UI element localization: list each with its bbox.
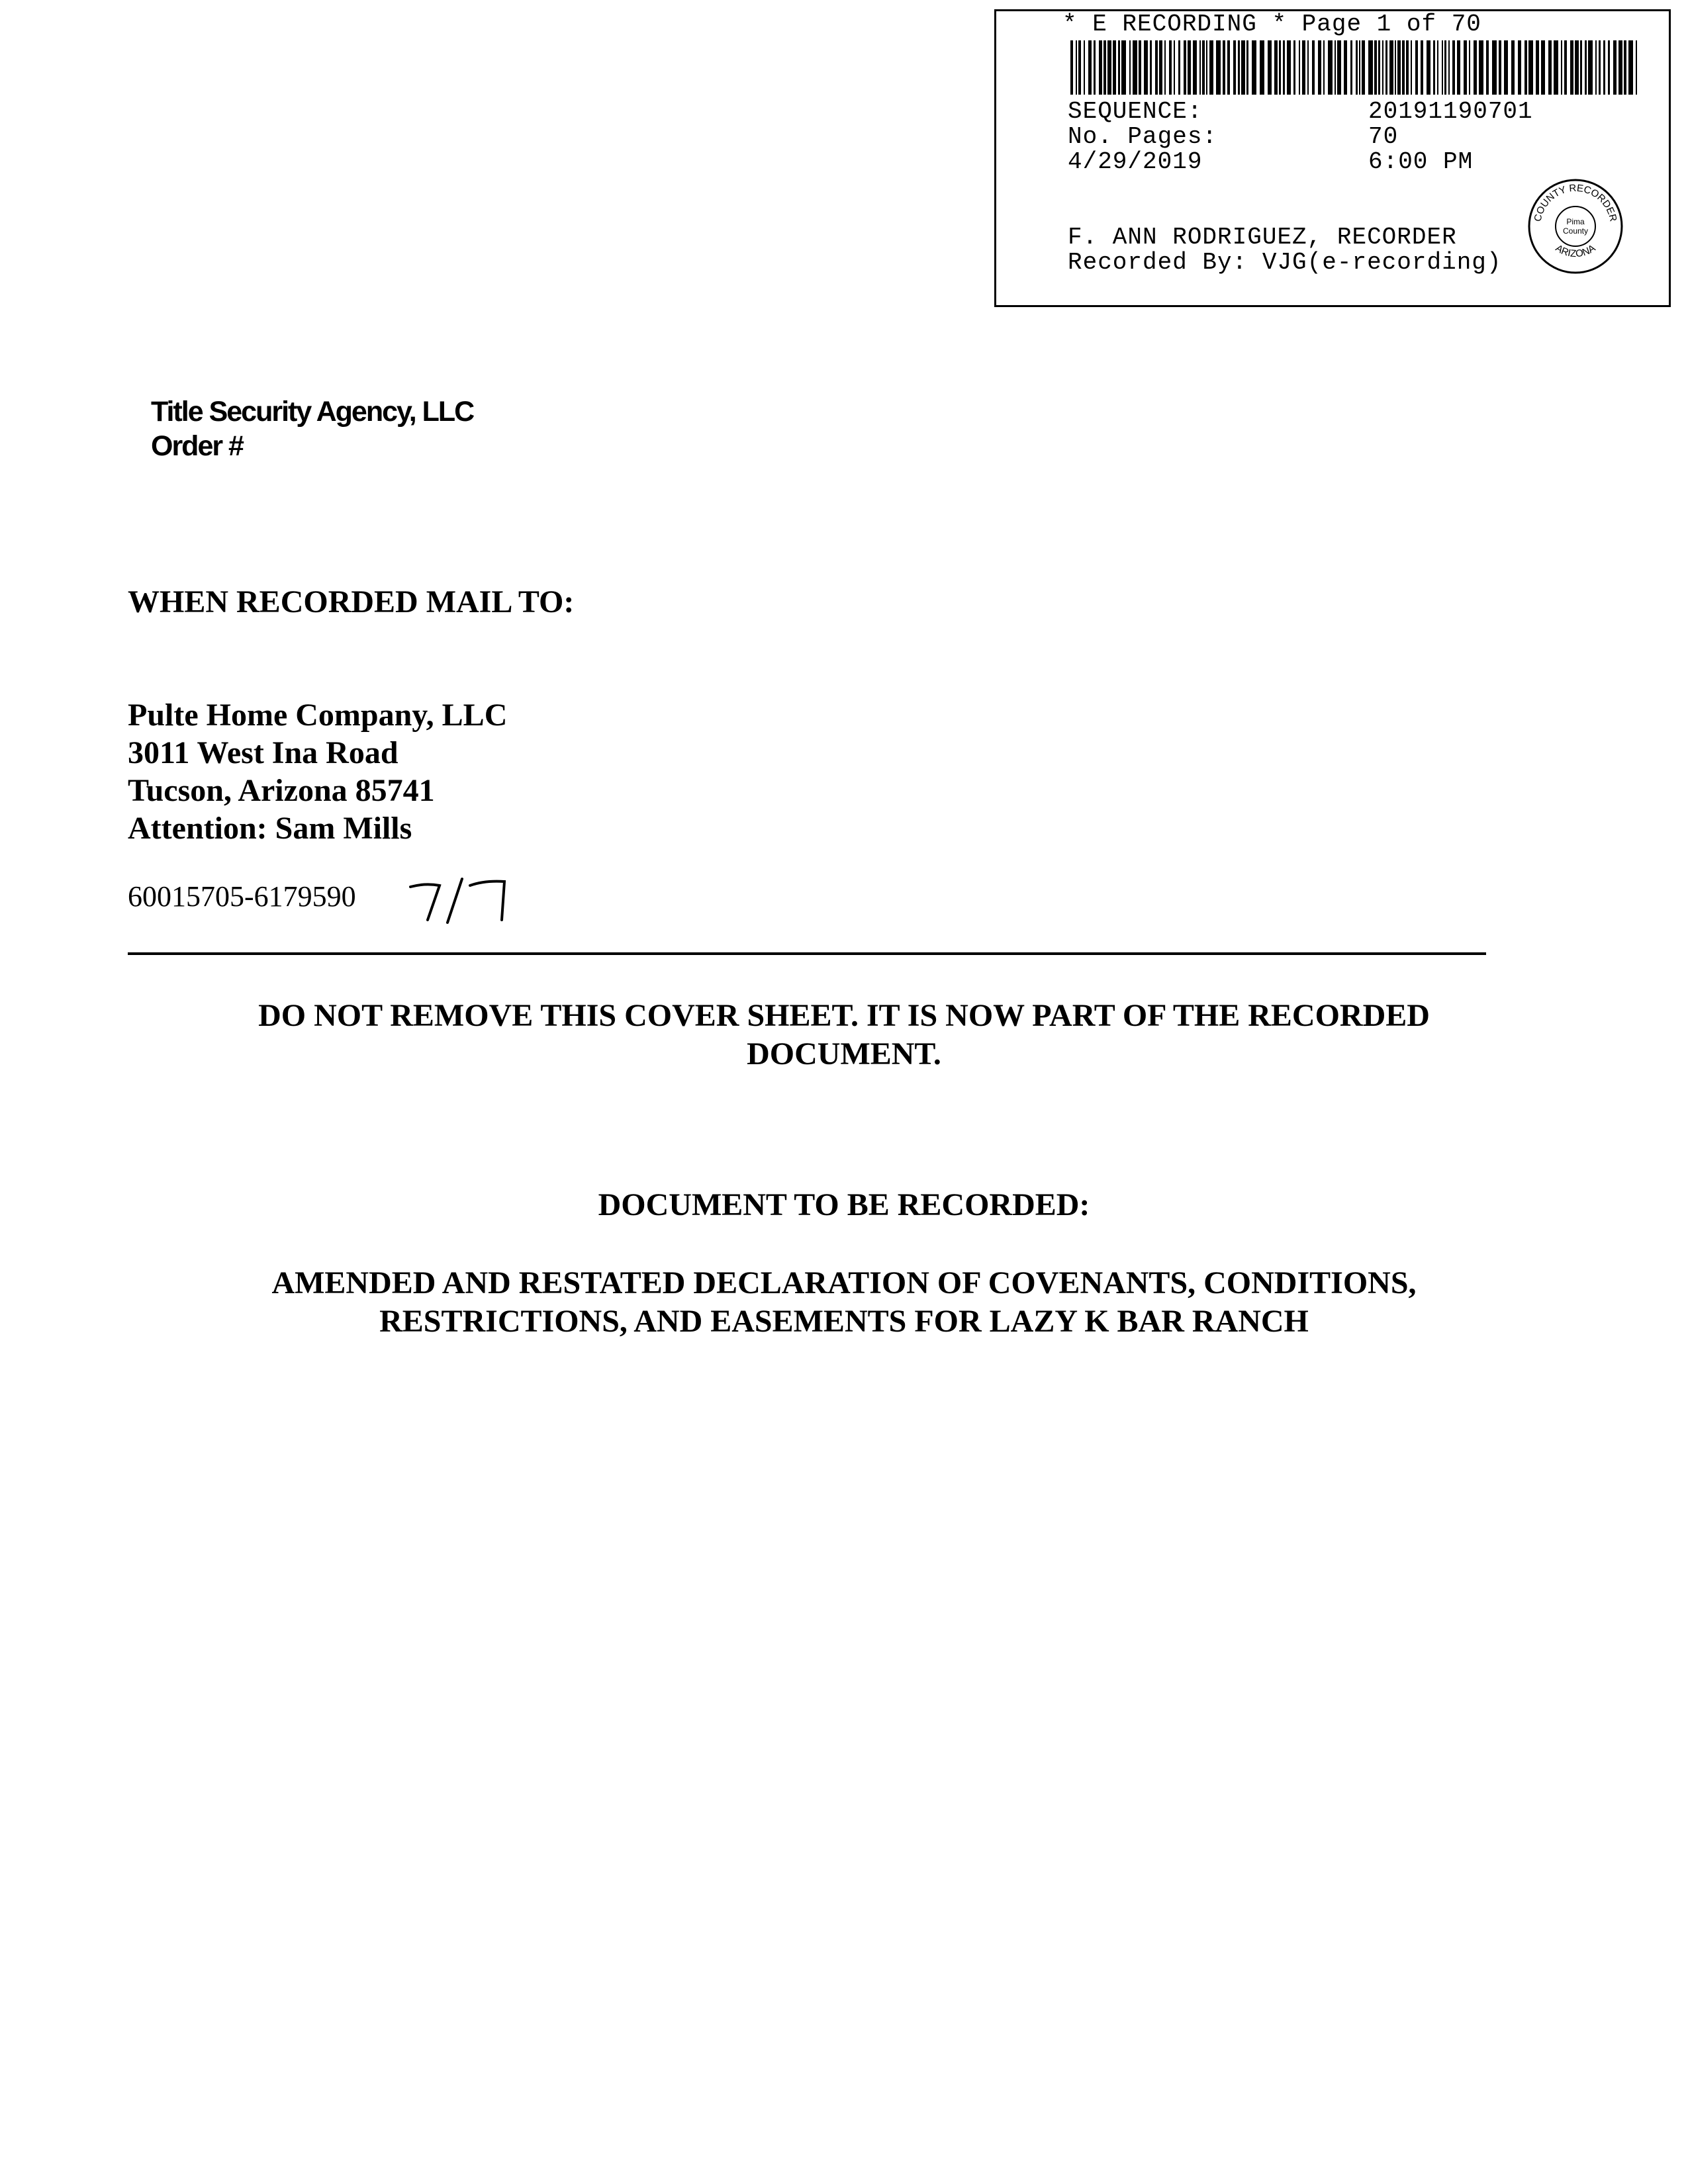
barcode-bar [1227, 40, 1230, 95]
barcode-bar [1283, 40, 1285, 95]
barcode-bar [1223, 40, 1225, 95]
barcode-bar [1260, 40, 1264, 95]
barcode-bar [1328, 40, 1333, 95]
handwritten-note [405, 872, 518, 925]
barcode-bar [1070, 40, 1073, 95]
barcode-bar [1382, 40, 1383, 95]
barcode-bar [1084, 40, 1085, 95]
barcode-bar [1206, 40, 1207, 95]
barcode-bar [1238, 40, 1240, 95]
barcode-bar [1444, 40, 1446, 95]
cover-sheet-notice [0, 997, 1688, 1073]
order-number: 60015705-6179590 [128, 880, 356, 913]
barcode-bar [1585, 40, 1587, 95]
barcode-bar [1268, 40, 1272, 95]
barcode-bar [1129, 40, 1131, 95]
pages-row [1068, 123, 1399, 150]
barcode-bar [1178, 40, 1180, 95]
barcode-bar [1504, 40, 1508, 95]
title-line: RESTRICTIONS, AND EASEMENTS FOR LAZY K BAR RANCH [379, 1304, 1309, 1339]
barcode-bar [1464, 40, 1467, 95]
barcode-bar [1469, 40, 1470, 95]
barcode-bar [1199, 40, 1201, 95]
svg-text:Pima: Pima [1566, 217, 1585, 226]
barcode-bar [1307, 40, 1309, 95]
barcode-bar [1318, 40, 1321, 95]
barcode [1070, 40, 1638, 95]
barcode-bar [1121, 40, 1126, 95]
address-line: Pulte Home Company, LLC [128, 698, 508, 733]
barcode-bar [1088, 40, 1092, 95]
barcode-bar [1603, 40, 1605, 95]
barcode-bar [1457, 40, 1460, 95]
pages-value: 70 [1368, 123, 1399, 150]
barcode-bar [1385, 40, 1387, 95]
barcode-bar [1094, 40, 1096, 95]
barcode-bar [1518, 40, 1521, 95]
barcode-bar [1293, 40, 1295, 95]
county-seal-icon [1526, 177, 1625, 276]
barcode-bar [1184, 40, 1186, 95]
barcode-bar [1427, 40, 1430, 95]
barcode-bar [1442, 40, 1443, 95]
barcode-bar [1150, 40, 1152, 95]
barcode-bar [1421, 40, 1423, 95]
barcode-bar [1492, 40, 1497, 95]
barcode-bar [1406, 40, 1409, 95]
divider [128, 952, 1486, 956]
barcode-bar [1103, 40, 1106, 95]
barcode-bar [1395, 40, 1396, 95]
barcode-bar [1078, 40, 1081, 95]
barcode-bar [1216, 40, 1221, 95]
notice-line: DO NOT REMOVE THIS COVER SHEET. IT IS NOW PART OF THE RECORDED [258, 998, 1430, 1033]
svg-text:ARIZONA: ARIZONA [1553, 242, 1598, 260]
barcode-bar [1608, 40, 1610, 95]
mail-to-heading: WHEN RECORDED MAIL TO: [128, 584, 575, 619]
recorded-by: Recorded By: VJG(e-recording) [1068, 249, 1502, 276]
sequence-row [1068, 98, 1533, 125]
pages-label: No. Pages: [1068, 123, 1218, 150]
barcode-bar [1252, 40, 1256, 95]
barcode-bar [1246, 40, 1248, 95]
barcode-bar [1362, 40, 1365, 95]
barcode-bar [1113, 40, 1116, 95]
barcode-bar [1628, 40, 1633, 95]
document-title [0, 1264, 1688, 1341]
barcode-bar [1486, 40, 1489, 95]
barcode-bar [1474, 40, 1477, 95]
barcode-bar [1599, 40, 1601, 95]
document-label: DOCUMENT TO BE RECORDED: [598, 1187, 1090, 1222]
barcode-bar [1335, 40, 1336, 95]
barcode-bar [1302, 40, 1305, 95]
barcode-bar [1374, 40, 1377, 95]
barcode-bar [1575, 40, 1579, 95]
barcode-bar [1299, 40, 1300, 95]
barcode-bar [1511, 40, 1515, 95]
barcode-bar [1169, 40, 1172, 95]
barcode-bar [1541, 40, 1545, 95]
barcode-bar [1209, 40, 1213, 95]
stamp-header: * E RECORDING * Page 1 of 70 [1062, 11, 1481, 38]
barcode-bar [1613, 40, 1617, 95]
barcode-bar [1378, 40, 1380, 95]
barcode-bar [1595, 40, 1597, 95]
barcode-bar [1202, 40, 1205, 95]
barcode-bar [1411, 40, 1412, 95]
barcode-bar [1188, 40, 1191, 95]
barcode-bar [1415, 40, 1418, 95]
barcode-bar [1359, 40, 1360, 95]
svg-text:COUNTY RECORDER: COUNTY RECORDER [1532, 182, 1619, 223]
barcode-bar [1554, 40, 1558, 95]
agency-order: Order # [151, 430, 243, 462]
address-line: Attention: Sam Mills [128, 811, 412, 846]
recording-stamp [994, 9, 1671, 307]
barcode-bar [1524, 40, 1527, 95]
barcode-bar [1323, 40, 1325, 95]
barcode-bar [1159, 40, 1162, 95]
barcode-bar [1452, 40, 1455, 95]
barcode-bar [1433, 40, 1435, 95]
record-date: 4/29/2019 [1068, 148, 1203, 175]
barcode-bar [1389, 40, 1393, 95]
barcode-bar [1076, 40, 1077, 95]
barcode-bar [1437, 40, 1438, 95]
barcode-bar [1356, 40, 1358, 95]
agency-name: Title Security Agency, LLC [151, 396, 474, 428]
barcode-bar [1397, 40, 1401, 95]
barcode-bar [1570, 40, 1573, 95]
barcode-bar [1279, 40, 1281, 95]
barcode-bar [1193, 40, 1197, 95]
barcode-bar [1636, 40, 1637, 95]
notice-line: DOCUMENT. [747, 1036, 941, 1071]
address-line: Tucson, Arizona 85741 [128, 773, 435, 808]
mail-to-address [128, 696, 507, 847]
barcode-bar [1448, 40, 1450, 95]
barcode-bar [1139, 40, 1141, 95]
barcode-bar [1528, 40, 1533, 95]
barcode-bar [1233, 40, 1236, 95]
barcode-bar [1312, 40, 1315, 95]
barcode-bar [1368, 40, 1373, 95]
barcode-bar [1479, 40, 1483, 95]
barcode-bar [1155, 40, 1158, 95]
barcode-bar [1274, 40, 1278, 95]
barcode-bar [1287, 40, 1291, 95]
barcode-bar [1402, 40, 1405, 95]
barcode-bar [1337, 40, 1341, 95]
barcode-bar [1624, 40, 1626, 95]
title-agency [151, 394, 473, 463]
sequence-label: SEQUENCE: [1068, 98, 1203, 125]
barcode-bar [1174, 40, 1175, 95]
barcode-bar [1536, 40, 1539, 95]
svg-text:County: County [1562, 226, 1589, 236]
barcode-bar [1561, 40, 1562, 95]
barcode-bar [1099, 40, 1102, 95]
barcode-bar [1350, 40, 1352, 95]
barcode-bar [1548, 40, 1552, 95]
barcode-bar [1133, 40, 1137, 95]
barcode-bar [1241, 40, 1245, 95]
barcode-bar [1580, 40, 1582, 95]
recorder-name: F. ANN RODRIGUEZ, RECORDER [1068, 224, 1457, 251]
barcode-bar [1344, 40, 1347, 95]
barcode-bar [1588, 40, 1593, 95]
barcode-bar [1618, 40, 1622, 95]
record-time: 6:00 PM [1368, 148, 1474, 175]
date-row [1068, 148, 1474, 175]
barcode-bar [1107, 40, 1111, 95]
title-line: AMENDED AND RESTATED DECLARATION OF COVENANTS, CONDITIONS, [271, 1265, 1417, 1300]
barcode-bar [1164, 40, 1166, 95]
barcode-bar [1144, 40, 1148, 95]
address-line: 3011 West Ina Road [128, 735, 399, 770]
barcode-bar [1118, 40, 1120, 95]
sequence-value: 20191190701 [1368, 98, 1533, 125]
barcode-bar [1564, 40, 1567, 95]
barcode-bar [1499, 40, 1501, 95]
